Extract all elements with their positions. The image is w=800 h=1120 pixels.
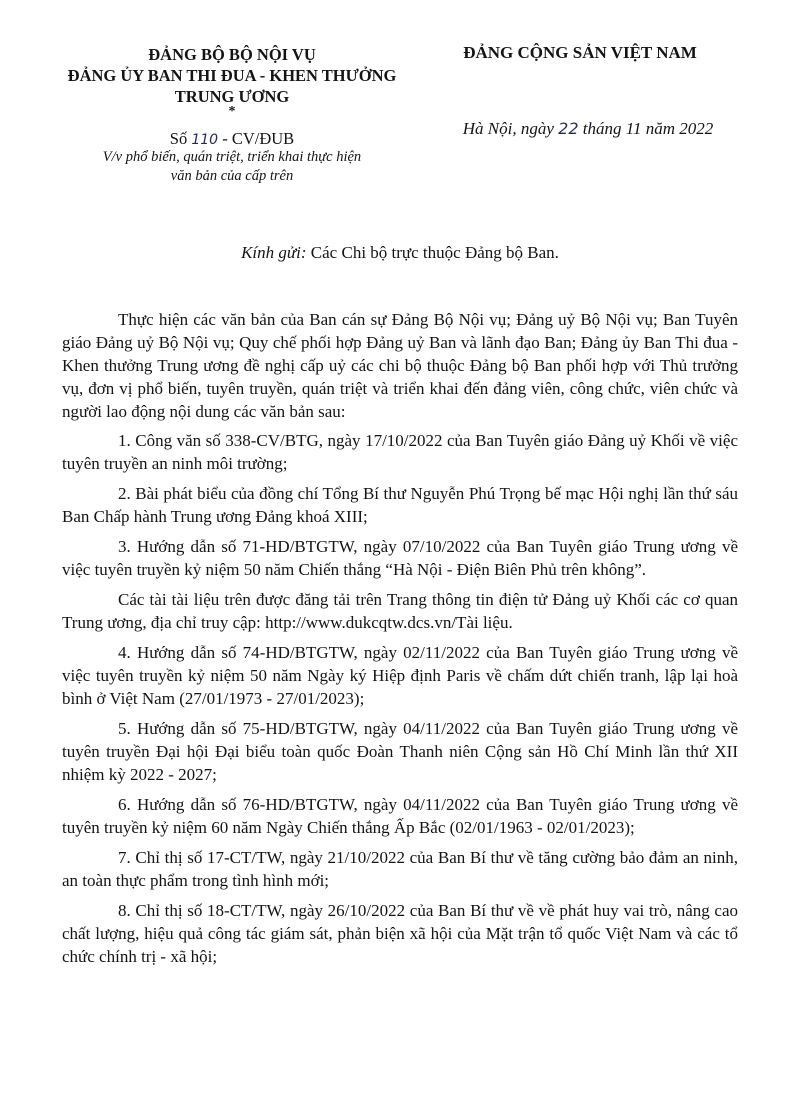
- document-date: [418, 118, 758, 140]
- doc-number-prefix: Số: [169, 129, 188, 148]
- list-item: 3. Hướng dẫn số 71-HD/BTGTW, ngày 07/10/2022 của Ban Tuyên giáo Trung ương về việc tuyên truyền kỷ niệm 50 năm Chiến thắng “Hà Nội - Điện Biên Phủ trên không”.: [62, 537, 738, 579]
- list-item: 6. Hướng dẫn số 76-HD/BTGTW, ngày 04/11/2022 của Ban Tuyên giáo Trung ương về tuyên truyền kỷ niệm 60 năm Ngày Chiến thắng Ấp Bắc (02/01/1963 - 02/01/2023);: [62, 795, 738, 837]
- recipient-value: Các Chi bộ trực thuộc Đảng bộ Ban.: [310, 243, 559, 262]
- doc-number-suffix: - CV/ĐUB: [222, 129, 295, 148]
- list-item: 1. Công văn số 338-CV/BTG, ngày 17/10/2022 của Ban Tuyên giáo Đảng uỷ Khối về việc tuyên truyền an ninh môi trường;: [62, 431, 738, 473]
- doc-number-handwritten: 110: [191, 132, 219, 148]
- document-subject: [62, 148, 402, 186]
- document-body: [62, 308, 738, 975]
- list-item: 5. Hướng dẫn số 75-HD/BTGTW, ngày 04/11/2022 của Ban Tuyên giáo Trung ương về tuyên truyền Đại hội Đại biểu toàn quốc Đoàn Thanh niên Cộng sản Hồ Chí Minh lần thứ XII nhiệm kỳ 2022 - 2027;: [62, 719, 738, 784]
- list-item: 2. Bài phát biểu của đồng chí Tổng Bí thư Nguyễn Phú Trọng bế mạc Hội nghị lần thứ sáu Ban Chấp hành Trung ương Đảng khoá XIII;: [62, 484, 738, 526]
- list-item: 4. Hướng dẫn số 74-HD/BTGTW, ngày 02/11/2022 của Ban Tuyên giáo Trung ương về việc tuyên truyền kỷ niệm 50 năm Ngày ký Hiệp định Paris về chấm dứt chiến tranh, lập lại hoà bình ở Việt Nam (27/01/1973 - 27/01/2023);: [62, 643, 738, 708]
- issuing-organization: [62, 44, 402, 117]
- list-item: 7. Chỉ thị số 17-CT/TW, ngày 21/10/2022 của Ban Bí thư về tăng cường bảo đảm an ninh, an toàn thực phẩm trong tình hình mới;: [62, 848, 738, 890]
- intro-paragraph: Thực hiện các văn bản của Ban cán sự Đảng Bộ Nội vụ; Đảng uỷ Bộ Nội vụ; Ban Tuyên giáo Đảng uỷ Bộ Nội vụ; Quy chế phối hợp Đảng uỷ Ban và lãnh đạo Ban; Đảng ủy Ban Thi đua - Khen thưởng Trung ương đề nghị cấp uỷ các chi bộ thuộc Đảng bộ Ban phối hợp với Thủ trưởng vụ, đơn vị phổ biến, tuyên truyền, quán triệt và triển khai đến đảng viên, công chức, viên chức và người lao động nội dung các văn bản sau:: [62, 310, 738, 421]
- list-item: 8. Chỉ thị số 18-CT/TW, ngày 26/10/2022 của Ban Bí thư về về phát huy vai trò, nâng cao chất lượng, hiệu quả công tác giám sát, phản biện xã hội của Mặt trận tổ quốc Việt Nam và các tổ chức chính trị - xã hội;: [62, 901, 738, 966]
- subject-line-1: V/v phổ biến, quán triệt, triển khai thực hiện: [102, 149, 362, 165]
- party-name: ĐẢNG CỘNG SẢN VIỆT NAM: [463, 43, 697, 62]
- date-prefix: Hà Nội, ngày: [462, 119, 554, 138]
- org-line-1: ĐẢNG BỘ BỘ NỘI VỤ: [148, 45, 316, 64]
- date-day-handwritten: 22: [558, 119, 579, 138]
- org-line-3: TRUNG ƯƠNG: [174, 87, 290, 106]
- list-item: Các tài tài liệu trên được đăng tải trên Trang thông tin điện tử Đảng uỷ Khối các cơ quan Trung ương, địa chỉ truy cập: http://www.dukcqtw.dcs.vn/Tài liệu.: [62, 590, 738, 632]
- recipient-line: [0, 242, 800, 264]
- subject-line-2: văn bản của cấp trên: [170, 168, 294, 184]
- recipient-label: Kính gửi:: [241, 243, 307, 262]
- date-suffix: tháng 11 năm 2022: [582, 119, 714, 138]
- org-line-2: ĐẢNG ỦY BAN THI ĐUA - KHEN THƯỞNG: [67, 66, 397, 85]
- star-mark: *: [228, 104, 236, 119]
